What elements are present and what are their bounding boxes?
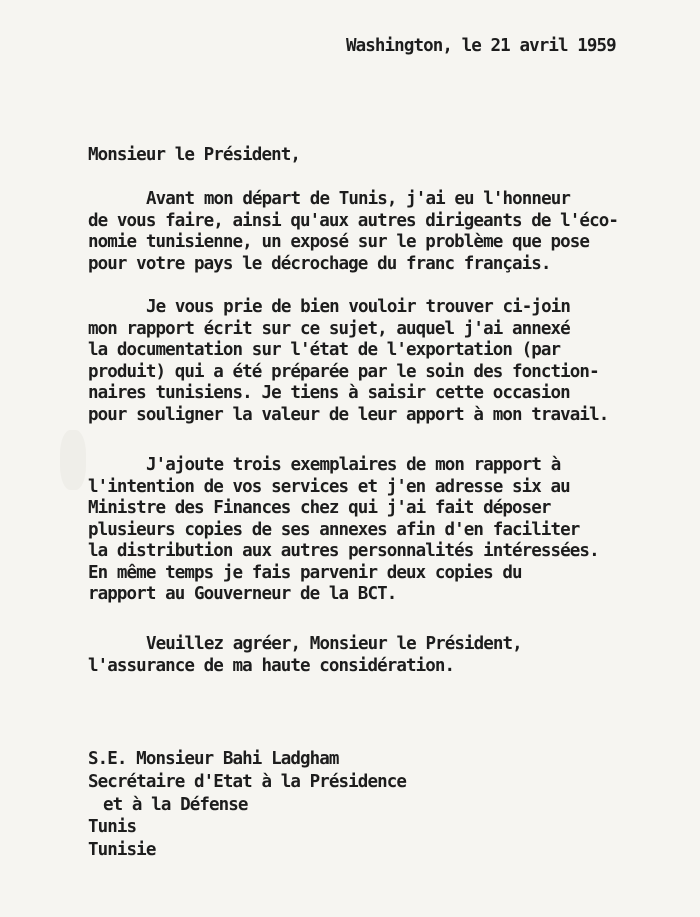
addressee-block	[88, 748, 648, 862]
closing-paragraph	[88, 634, 688, 677]
paragraph-2	[88, 297, 688, 426]
addressee-country: Tunisie	[88, 840, 156, 861]
addressee-name: S.E. Monsieur Bahi Ladgham	[88, 749, 339, 769]
paragraph-1	[88, 189, 688, 275]
paragraph-line: plusieurs copies de ses annexes afin d'en faciliter	[88, 519, 580, 540]
addressee-title: Secrétaire d'Etat à la Présidence	[88, 771, 406, 792]
paragraph-line: pour souligner la valeur de leur apport à mon travail.	[88, 404, 609, 425]
paragraph-line: nomie tunisienne, un exposé sur le problème que pose	[88, 232, 590, 252]
dateline: Washington, le 21 avril 1959	[346, 36, 616, 56]
paragraph-line: Avant mon départ de Tunis, j'ai eu l'honneur	[146, 189, 570, 209]
paragraph-line: naires tunisiens. Je tiens à saisir cette occasion	[88, 383, 570, 403]
paragraph-line: Veuillez agréer, Monsieur le Président,	[146, 634, 522, 654]
paragraph-line: J'ajoute trois exemplaires de mon rapport à	[146, 455, 561, 475]
paragraph-line: la documentation sur l'état de l'exportation (par	[88, 340, 561, 360]
paragraph-line: la distribution aux autres personnalités intéressées.	[88, 541, 599, 561]
paper-smudge	[60, 430, 86, 490]
paragraph-line: l'intention de vos services et j'en adresse six au	[88, 476, 570, 497]
paragraph-line: En même temps je fais parvenir deux copies du	[88, 562, 522, 583]
addressee-city: Tunis	[88, 817, 137, 838]
salutation: Monsieur le Président,	[88, 145, 300, 165]
addressee-title-continued: et à la Défense	[103, 794, 248, 815]
paragraph-line: rapport au Gouverneur de la BCT.	[88, 584, 397, 604]
paragraph-line: produit) qui a été préparée par le soin des fonction-	[88, 361, 599, 382]
paragraph-line: Je vous prie de bien vouloir trouver ci-join	[146, 297, 570, 317]
paragraph-line: l'assurance de ma haute considération.	[88, 655, 455, 676]
paragraph-line: Ministre des Finances chez qui j'ai fait déposer	[88, 498, 551, 518]
paragraph-3	[88, 455, 688, 606]
paragraph-line: mon rapport écrit sur ce sujet, auquel j'ai annexé	[88, 318, 570, 339]
paragraph-line: pour votre pays le décrochage du franc français.	[88, 253, 551, 274]
paragraph-line: de vous faire, ainsi qu'aux autres dirigeants de l'éco-	[88, 210, 618, 231]
